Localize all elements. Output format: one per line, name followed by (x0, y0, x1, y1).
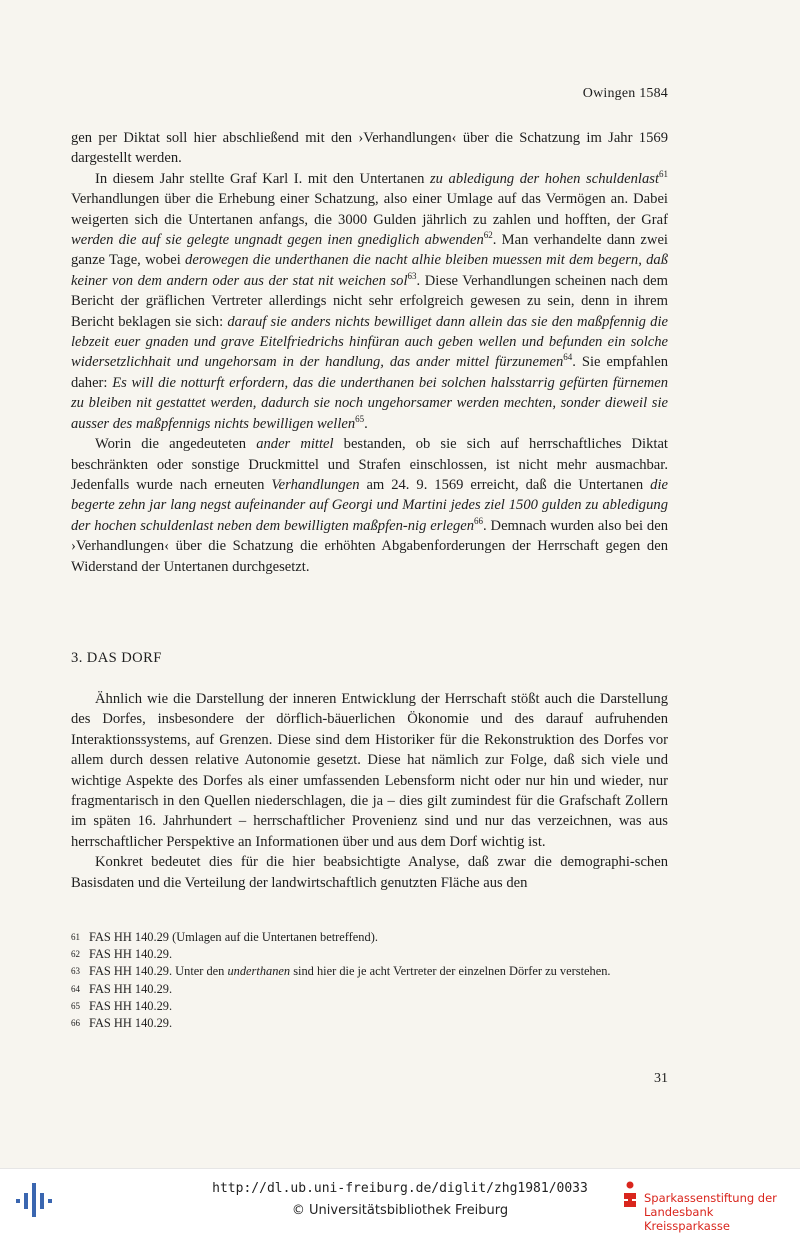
body-text-lower (71, 689, 668, 893)
footnote-text (89, 929, 668, 946)
text-run: FAS HH 140.29. (89, 1016, 173, 1031)
text-run: Worin die angedeuteten (95, 436, 257, 453)
footnote-number: 66 (71, 1018, 80, 1029)
paragraph (71, 434, 668, 577)
quoted-source-text: Es will die notturft erfordern, das die underthanen bei solchen halsstarrig gefürten fürnemen zu bleiben nit gestattet werden, dadurch sie noch ungehorsamer werden mechten, sonder dieweil sie ausser des maßpfennigs nichts bewilligen wellen (71, 374, 668, 432)
footnote-reference: 63 (407, 270, 417, 281)
text-run: . Sie empfahlen daher: (71, 354, 669, 391)
copyright-notice: © Universitätsbibliothek Freiburg (291, 1203, 509, 1218)
footnote-text (89, 981, 668, 998)
text-run: FAS HH 140.29. (89, 947, 173, 962)
page-number: 31 (654, 1071, 668, 1086)
text-run: FAS HH 140.29 (Umlagen auf die Untertanen betreffend). (89, 930, 378, 944)
sponsor-text (644, 1191, 798, 1233)
text-run: . Man verhandelte dann zwei ganze Tage, wobei (71, 232, 668, 269)
quoted-source-text: derowegen die underthanen die nacht alhie bleiben muessen mit dem begern, daß keiner von dem andern oder aus der stat nit weichen sol (71, 252, 668, 289)
text-run: FAS HH 140.29. (89, 998, 173, 1013)
footnote-reference: 66 (474, 515, 484, 526)
sponsor-line-1: Sparkassenstiftung der (644, 1191, 777, 1205)
footnote-number: 63 (71, 966, 80, 977)
text-run: . Diese Verhandlungen scheinen nach dem Bericht der gräflichen Vertreter allerdings nicht sehr erfolgreich gewesen zu sein, denn in ihrem Bericht beklagen sie sich: (71, 272, 668, 330)
footnote-reference: 61 (659, 168, 668, 179)
footnote-reference: 65 (355, 413, 365, 424)
text-run: FAS HH 140.29. Unter den (89, 964, 228, 979)
sponsor-logo (622, 1177, 798, 1233)
footnote-number: 64 (71, 983, 80, 994)
footnote-text (89, 946, 668, 963)
quoted-source-text: werden die auf sie gelegte ungnadt gegen inen gnediglich abwenden (71, 232, 484, 249)
text-run: FAS HH 140.29. (89, 981, 173, 996)
text-run: Verhandlungen über die Erhebung einer Schatzung, also einer Umlage auf das Vermögen an. Dabei weigerten sich die Untertanen anfangs, die 3000 Gulden jährlich zu zahlen und hofften, der Graf (71, 191, 668, 228)
footnote (71, 929, 668, 946)
section-heading: 3. DAS DORF (71, 650, 162, 666)
permalink-url[interactable]: http://dl.ub.uni-freiburg.de/diglit/zhg1981/0033 (212, 1181, 588, 1196)
quoted-source-text: underthanen (227, 964, 291, 979)
footnote-text (89, 1015, 668, 1032)
text-run: Konkret bedeutet dies für die hier beabsichtigte Analyse, daß zwar die demographi-schen Basisdaten und die Verteilung der landwirtschaftlich genutzten Fläche aus den (71, 854, 668, 891)
paragraph (71, 689, 668, 852)
footnotes (71, 929, 668, 1032)
footnote-text (89, 963, 668, 980)
footnote-reference: 64 (563, 352, 573, 363)
quoted-source-text: die begerte zehn jar lang negst aufeinander auf Georgi und Martini jedes ziel 1500 gulden zu abledigung der hochen schuldenlast neben dem bewilligten maßpfen-nig erlegen (71, 476, 668, 534)
text-run: In diesem Jahr stellte Graf Karl I. mit den Untertanen (95, 170, 430, 187)
footnote-number: 62 (71, 949, 80, 960)
footnote (71, 963, 668, 980)
running-head: Owingen 1584 (582, 86, 668, 101)
paragraph (71, 852, 668, 893)
footnote-number: 61 (71, 932, 80, 942)
footnote (71, 981, 668, 998)
text-run: sind hier die je acht Vertreter der einzelnen Dörfer zu verstehen. (290, 964, 611, 979)
quoted-source-text: Verhandlungen (271, 476, 360, 493)
quoted-source-text: zu abledigung der hohen schuldenlast (429, 170, 659, 187)
sponsor-line-2: Landesbank Kreissparkasse (644, 1205, 730, 1233)
text-run: am 24. 9. 1569 erreicht, daß die Untertanen (359, 476, 651, 493)
footnote (71, 946, 668, 963)
quoted-source-text: darauf sie anders nichts bewilliget dann allein das sie den maßpfennig die lebzeit euer gnaden und grave Eitelfriedrichs hinfüran auch geben wellen und befunden ein solche widersetzlichhait und ungehorsam in der handlung, das ander mittel fürzunemen (71, 313, 669, 371)
footnote-text (89, 998, 668, 1015)
text-run: gen per Diktat soll hier abschließend mit den ›Verhandlungen‹ über die Schatzung im Jahr 1569 dargestellt werden. (71, 130, 668, 167)
body-text-upper (71, 128, 668, 577)
sparkasse-icon (622, 1181, 638, 1209)
text-run: bestanden, ob sie sich auf herrschaftliches Diktat beschränkten oder sonstige Druckmittel und Strafen einschlossen, ist nicht mehr ausmachbar. Jedenfalls wurde nach erneuten (71, 436, 668, 493)
quoted-source-text: ander mittel (256, 436, 334, 453)
paragraph (71, 128, 668, 169)
viewer-footer (0, 1168, 800, 1233)
footnote (71, 1015, 668, 1032)
footnote-number: 65 (71, 1000, 80, 1011)
text-run: Ähnlich wie die Darstellung der inneren Entwicklung der Herrschaft stößt auch die Darstellung des Dorfes, insbesondere der dörflich-bäuerlichen Ökonomie und des darauf aufruhenden Interaktionssystems, auf Grenzen. Diese sind dem Historiker für die Rekonstruktion des Dorfes vor allem durch dessen relative Autonomie gesetzt. Diese hat nämlich zur Folge, daß sich viele und wichtige Aspekte des Dorfes als einer umfassenden Lebensform nicht oder nur hin und wieder, nur fragmentarisch in den Quellen niederschlagen, die ja – dies gilt zumindest für die Grafschaft Zollern im späten 16. Jahrhundert – herrschaftlicher Provenienz sind und nur das verzeichnen, was aus herrschaftlicher Perspektive an Informationen über und aus dem Dorf wichtig ist. (71, 691, 668, 850)
footnote (71, 998, 668, 1015)
text-run: . (364, 415, 368, 432)
text-run: . Demnach wurden also bei den ›Verhandlungen‹ über die Schatzung die erhöhten Abgabenforderungen der Herrschaft gegen den Widerstand der Untertanen durchgesetzt. (71, 517, 669, 575)
footnote-reference: 62 (483, 230, 493, 241)
paragraph (71, 169, 668, 434)
